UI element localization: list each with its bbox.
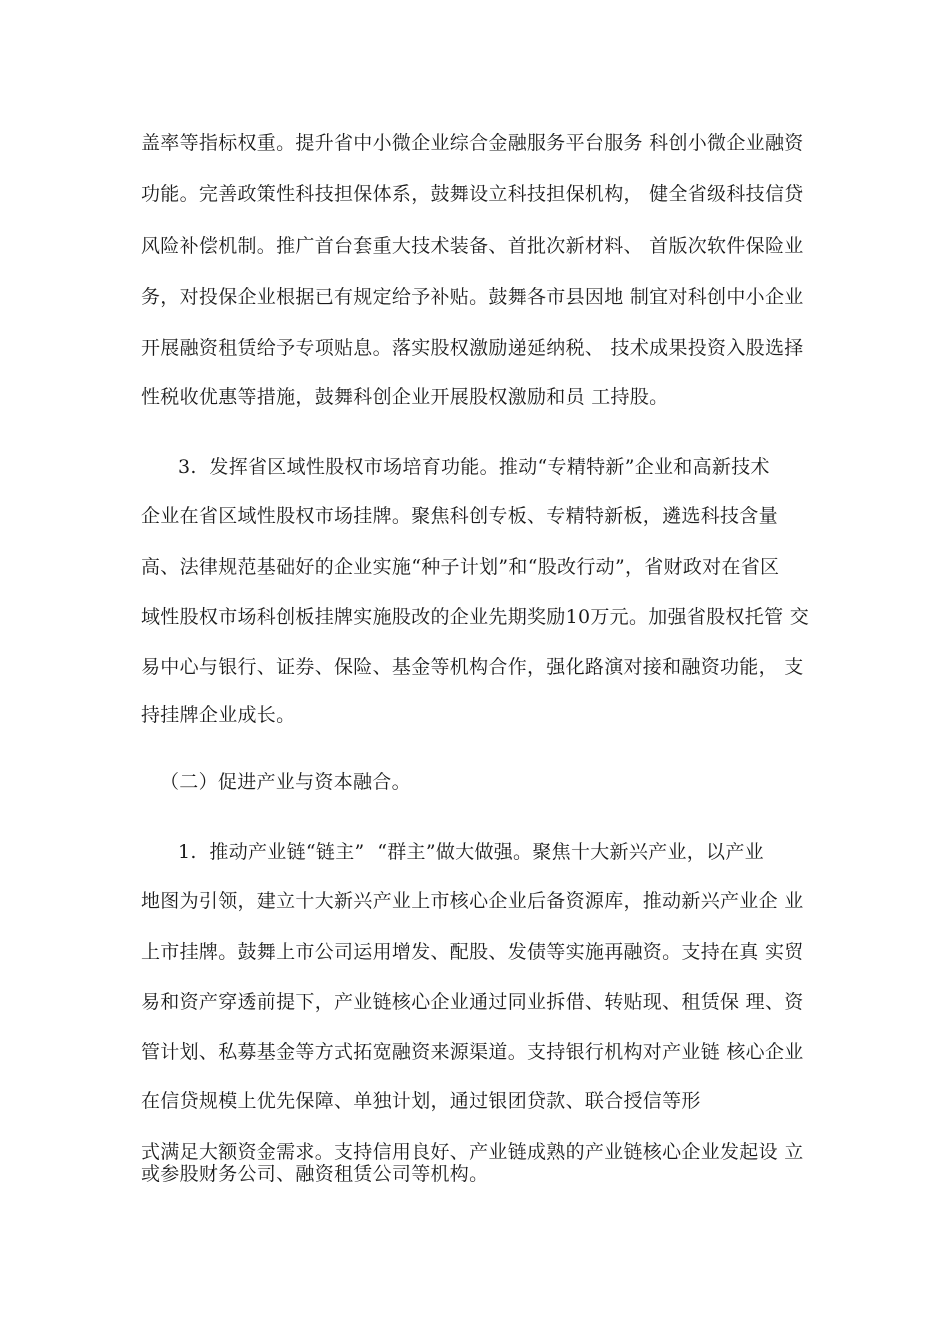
text-line: 易和资产穿透前提下，产业链核心企业通过同业拆借、转贴现、租赁保 理、资	[141, 991, 804, 1013]
text-line: 上市挂牌。鼓舞上市公司运用增发、配股、发债等实施再融资。支持在真 实贸	[141, 941, 804, 963]
text-line: 高、法律规范基础好的企业实施“种子计划”和“股改行动”，省财政对在省区	[141, 556, 780, 578]
text-line: 功能。完善政策性科技担保体系，鼓舞设立科技担保机构， 健全省级科技信贷	[141, 183, 804, 205]
text-line: 管计划、私募基金等方式拓宽融资来源渠道。支持银行机构对产业链 核心企业	[141, 1041, 804, 1063]
text-line: 在信贷规模上优先保障、单独计划，通过银团贷款、联合授信等形	[141, 1090, 701, 1112]
text-line: 企业在省区域性股权市场挂牌。聚焦科创专板、专精特新板，遴选科技含量	[141, 505, 778, 527]
numbered-paragraph-heading: 1. 推动产业链“链主” “群主”做大做强。聚焦十大新兴产业，以产业	[178, 841, 764, 863]
text-line: 或参股财务公司、融资租赁公司等机构。	[141, 1163, 489, 1185]
text-line: 风险补偿机制。推广首台套重大技术装备、首批次新材料、 首版次软件保险业	[141, 235, 804, 257]
numbered-paragraph-heading: 3. 发挥省区域性股权市场培育功能。推动“专精特新”企业和高新技术	[178, 456, 770, 478]
text-line: 易中心与银行、证券、保险、基金等机构合作，强化路演对接和融资功能， 支	[141, 656, 804, 678]
text-line: 盖率等指标权重。提升省中小微企业综合金融服务平台服务 科创小微企业融资	[141, 132, 804, 154]
section-heading: （二）促进产业与资本融合。	[160, 771, 411, 793]
text-line: 地图为引领，建立十大新兴产业上市核心企业后备资源库，推动新兴产业企 业	[141, 890, 804, 912]
text-line: 开展融资租赁给予专项贴息。落实股权激励递延纳税、 技术成果投资入股选择	[141, 337, 804, 359]
text-line: 持挂牌企业成长。	[141, 704, 296, 726]
text-line: 务，对投保企业根据已有规定给予补贴。鼓舞各市县因地 制宜对科创中小企业	[141, 286, 804, 308]
text-line: 式满足大额资金需求。支持信用良好、产业链成熟的产业链核心企业发起设 立	[141, 1141, 804, 1163]
text-line: 域性股权市场科创板挂牌实施股改的企业先期奖励10万元。加强省股权托管 交	[141, 606, 810, 628]
text-line: 性税收优惠等措施，鼓舞科创企业开展股权激励和员 工持股。	[141, 386, 669, 408]
